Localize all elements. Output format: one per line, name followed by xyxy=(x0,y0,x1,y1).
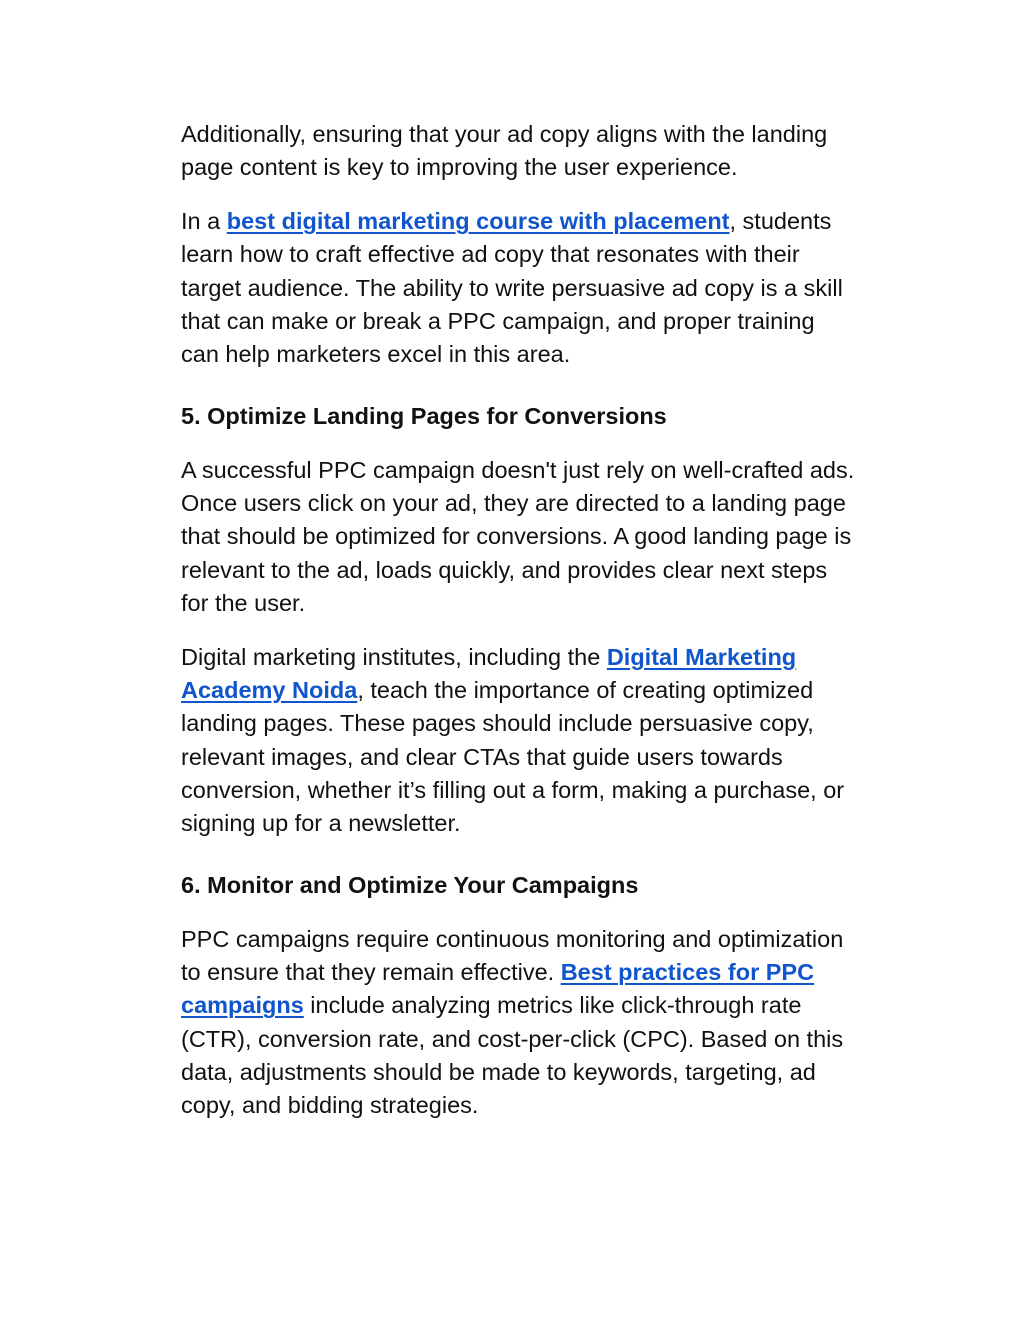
link-best-digital-marketing-course[interactable]: best digital marketing course with placement xyxy=(226,207,730,234)
text-fragment: , teach the importance of creating optimized xyxy=(357,676,814,703)
text-line xyxy=(181,205,911,238)
text-line: (CTR), conversion rate, and cost-per-click (CPC). Based on this xyxy=(181,1025,844,1052)
text-line: target audience. The ability to write persuasive ad copy is a skill xyxy=(181,274,843,301)
paragraph-ad-copy-alignment xyxy=(181,118,911,185)
text-line: landing pages. These pages should include persuasive copy, xyxy=(181,710,814,737)
document-page xyxy=(181,118,911,1123)
text-line: Once users click on your ad, they are directed to a landing page xyxy=(181,490,846,517)
paragraph-academy-noida xyxy=(181,641,911,841)
link-digital-marketing-academy-noida-cont[interactable]: Academy Noida xyxy=(181,676,358,703)
text-fragment: to ensure that they remain effective. xyxy=(181,959,561,986)
link-digital-marketing-academy-noida[interactable]: Digital Marketing xyxy=(606,643,797,670)
section-heading-monitor-campaigns: 6. Monitor and Optimize Your Campaigns xyxy=(181,872,639,899)
text-line: relevant to the ad, loads quickly, and provides clear next steps xyxy=(181,556,828,583)
paragraph-landing-page-conversions xyxy=(181,454,911,620)
text-line: data, adjustments should be made to keywords, targeting, ad xyxy=(181,1058,816,1085)
text-line: can help marketers excel in this area. xyxy=(181,341,571,368)
text-line: copy, and bidding strategies. xyxy=(181,1092,479,1119)
text-line xyxy=(181,956,911,989)
text-line: that should be optimized for conversions. A good landing page is xyxy=(181,523,852,550)
text-line: for the user. xyxy=(181,589,306,616)
text-line xyxy=(181,641,911,674)
text-line: learn how to craft effective ad copy that resonates with their xyxy=(181,241,800,268)
text-line: page content is key to improving the user experience. xyxy=(181,154,738,181)
text-line: Additionally, ensuring that your ad copy aligns with the landing xyxy=(181,121,828,147)
link-best-practices-ppc-campaigns-cont[interactable]: campaigns xyxy=(181,992,304,1019)
text-line: signing up for a newsletter. xyxy=(181,810,461,837)
text-fragment: In a xyxy=(181,207,227,234)
text-line: relevant images, and clear CTAs that guide users towards xyxy=(181,743,783,770)
text-fragment: , students xyxy=(729,207,832,234)
text-line: A successful PPC campaign doesn't just rely on well-crafted ads. xyxy=(181,456,855,483)
text-line: conversion, whether it’s filling out a form, making a purchase, or xyxy=(181,776,845,803)
link-best-practices-ppc-campaigns[interactable]: Best practices for PPC xyxy=(560,959,815,986)
section-heading-landing-pages: 5. Optimize Landing Pages for Conversions xyxy=(181,403,667,430)
text-line: PPC campaigns require continuous monitoring and optimization xyxy=(181,925,844,952)
text-fragment: Digital marketing institutes, including the xyxy=(181,643,607,670)
text-fragment: include analyzing metrics like click-through rate xyxy=(303,992,802,1019)
text-line xyxy=(181,674,911,707)
text-line: that can make or break a PPC campaign, and proper training xyxy=(181,307,815,334)
paragraph-course-placement xyxy=(181,205,911,371)
paragraph-monitor-optimize xyxy=(181,923,911,1123)
text-line xyxy=(181,989,911,1022)
